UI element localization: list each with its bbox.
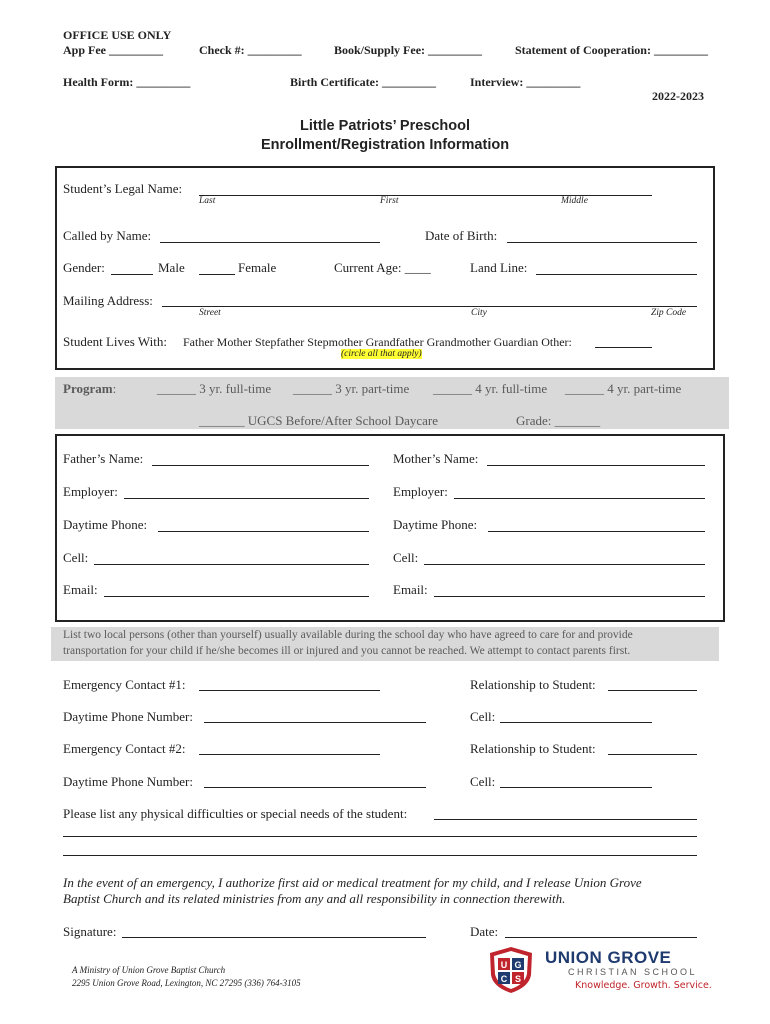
- relationship-2-label: Relationship to Student:: [470, 741, 596, 756]
- notice-line-1: List two local persons (other than yourself) usually available during the school day who have agreed to care for and provide: [63, 629, 633, 641]
- lives-with-label: Student Lives With:: [63, 334, 167, 349]
- father-name-label: Father’s Name:: [63, 451, 144, 466]
- city-caption: City: [471, 308, 487, 318]
- called-by-input[interactable]: [160, 242, 380, 243]
- parents-section: [55, 434, 725, 622]
- check-field[interactable]: Check #: _________: [199, 43, 302, 57]
- program-3yr-part[interactable]: ______ 3 yr. part-time: [293, 381, 410, 396]
- father-employer-label: Employer:: [63, 484, 118, 499]
- relationship-1-label: Relationship to Student:: [470, 677, 596, 692]
- statement-field[interactable]: Statement of Cooperation: _________: [515, 43, 708, 57]
- mother-cell-input[interactable]: [424, 564, 705, 565]
- birth-certificate-field[interactable]: Birth Certificate: _________: [290, 75, 436, 89]
- lives-with-options[interactable]: Father Mother Stepfather Stepmother Grandfather Grandmother Guardian Other:: [183, 335, 572, 349]
- logo-name: UNION GROVE: [545, 948, 672, 967]
- middle-caption: Middle: [561, 196, 588, 206]
- emergency-1-label: Emergency Contact #1:: [63, 677, 186, 692]
- footer-address: 2295 Union Grove Road, Lexington, NC 27295 (336) 764-3105: [72, 978, 301, 988]
- first-caption: First: [380, 196, 399, 206]
- dob-input[interactable]: [507, 242, 697, 243]
- program-daycare[interactable]: _______ UGCS Before/After School Daycare: [199, 413, 438, 428]
- mailing-address-label: Mailing Address:: [63, 293, 153, 308]
- father-email-input[interactable]: [104, 596, 369, 597]
- land-line-label: Land Line:: [470, 260, 528, 275]
- grade-field[interactable]: Grade: _______: [516, 413, 601, 428]
- page-title: Little Patriots’ Preschool: [299, 118, 470, 134]
- program-label: [63, 381, 116, 397]
- date-input[interactable]: [505, 937, 697, 938]
- father-name-input[interactable]: [152, 465, 369, 466]
- dob-label: Date of Birth:: [425, 228, 498, 243]
- mother-phone-input[interactable]: [488, 531, 705, 532]
- special-needs-input-1[interactable]: [434, 819, 697, 820]
- father-phone-label: Daytime Phone:: [63, 517, 148, 532]
- mailing-address-input[interactable]: [162, 306, 697, 307]
- emergency-1-cell-input[interactable]: [500, 722, 652, 723]
- last-caption: Last: [199, 196, 216, 206]
- emergency-2-cell-input[interactable]: [500, 787, 652, 788]
- logo-letter-c: C: [500, 974, 508, 984]
- logo-letter-g: G: [514, 960, 522, 970]
- mother-phone-label: Daytime Phone:: [393, 517, 478, 532]
- father-employer-input[interactable]: [124, 498, 369, 499]
- gender-label: Gender:: [63, 260, 105, 275]
- logo-tagline: Knowledge. Growth. Service.: [575, 980, 712, 991]
- date-label: Date:: [470, 924, 499, 939]
- program-4yr-part[interactable]: ______ 4 yr. part-time: [565, 381, 682, 396]
- footer-ministry: A Ministry of Union Grove Baptist Church: [72, 965, 226, 975]
- shield-icon: [487, 945, 535, 995]
- authorization-line-2: Baptist Church and its related ministries from any and all responsibility in connection therewith.: [63, 891, 566, 906]
- female-input[interactable]: [199, 274, 235, 275]
- health-form-field[interactable]: Health Form: _________: [63, 75, 191, 89]
- mother-email-label: Email:: [393, 582, 428, 597]
- land-line-input[interactable]: [536, 274, 697, 275]
- mother-name-label: Mother’s Name:: [393, 451, 479, 466]
- emergency-2-input[interactable]: [199, 754, 380, 755]
- logo-subtitle: CHRISTIAN SCHOOL: [568, 967, 698, 977]
- father-phone-input[interactable]: [158, 531, 369, 532]
- mother-email-input[interactable]: [434, 596, 705, 597]
- logo-letter-u: U: [500, 960, 508, 970]
- mother-name-input[interactable]: [487, 465, 705, 466]
- school-year: 2022-2023: [652, 89, 704, 103]
- emergency-1-input[interactable]: [199, 690, 380, 691]
- logo-letter-s: S: [514, 974, 522, 984]
- relationship-2-input[interactable]: [608, 754, 697, 755]
- male-input[interactable]: [111, 274, 153, 275]
- page-subtitle: Enrollment/Registration Information: [260, 137, 510, 153]
- program-label-colon: :: [112, 381, 117, 396]
- emergency-1-cell-label: Cell:: [470, 709, 496, 724]
- father-cell-label: Cell:: [63, 550, 89, 565]
- program-3yr-full[interactable]: ______ 3 yr. full-time: [157, 381, 272, 396]
- mother-cell-label: Cell:: [393, 550, 419, 565]
- school-logo: [487, 945, 727, 995]
- male-label: Male: [158, 260, 185, 275]
- special-needs-label: Please list any physical difficulties or special needs of the student:: [63, 806, 408, 821]
- program-4yr-full[interactable]: ______ 4 yr. full-time: [433, 381, 548, 396]
- relationship-1-input[interactable]: [608, 690, 697, 691]
- mother-employer-label: Employer:: [393, 484, 448, 499]
- zip-caption: Zip Code: [651, 308, 687, 318]
- father-email-label: Email:: [63, 582, 98, 597]
- mother-employer-input[interactable]: [454, 498, 705, 499]
- legal-name-label: Student’s Legal Name:: [63, 181, 183, 196]
- signature-label: Signature:: [63, 924, 117, 939]
- emergency-2-label: Emergency Contact #2:: [63, 741, 186, 756]
- street-caption: Street: [199, 308, 221, 318]
- female-label: Female: [238, 260, 277, 275]
- office-use-title: OFFICE USE ONLY: [63, 28, 172, 42]
- signature-input[interactable]: [122, 937, 426, 938]
- lives-with-other-input[interactable]: [595, 347, 652, 348]
- circle-note: (circle all that apply): [341, 349, 422, 359]
- interview-field[interactable]: Interview: _________: [470, 75, 581, 89]
- emergency-2-phone-input[interactable]: [204, 787, 426, 788]
- emergency-2-phone-label: Daytime Phone Number:: [63, 774, 193, 789]
- book-fee-field[interactable]: Book/Supply Fee: _________: [334, 43, 483, 57]
- app-fee-field[interactable]: App Fee _________: [63, 43, 163, 57]
- current-age-field[interactable]: Current Age: ____: [334, 260, 431, 275]
- special-needs-input-3[interactable]: [63, 855, 697, 856]
- emergency-1-phone-label: Daytime Phone Number:: [63, 709, 193, 724]
- program-label-text: Program: [63, 381, 113, 396]
- emergency-2-cell-label: Cell:: [470, 774, 496, 789]
- emergency-1-phone-input[interactable]: [204, 722, 426, 723]
- notice-line-2: transportation for your child if he/she becomes ill or injured and you cannot be reached. We attempt to contact parents first.: [63, 645, 631, 657]
- authorization-line-1: In the event of an emergency, I authorize first aid or medical treatment for my child, and I release Union Grove: [63, 875, 642, 890]
- father-cell-input[interactable]: [94, 564, 369, 565]
- special-needs-input-2[interactable]: [63, 836, 697, 837]
- called-by-label: Called by Name:: [63, 228, 152, 243]
